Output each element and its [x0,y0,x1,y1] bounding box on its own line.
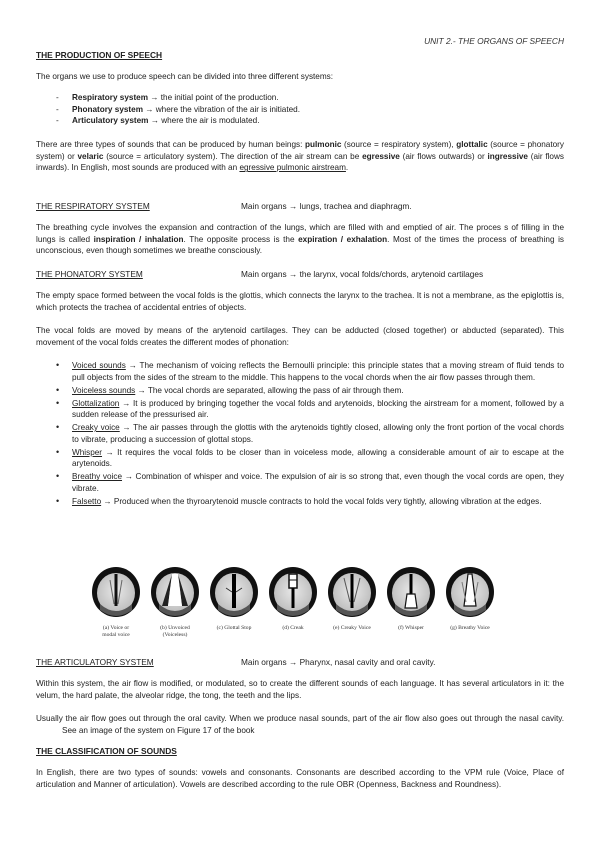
respiratory-paragraph: The breathing cycle involves the expansion and contraction of the lungs, which are filled with and emptied of air. The proces s of filling in the lungs is called inspiration / inhalation. The opposite process is the expiration / exhalation. Most of the times the process of breathing is unconscious, even though sometimes we breathe consciously. [36,223,565,256]
glottis-diagram-glottal-stop [210,567,258,617]
glottis-diagram-creak [269,567,317,617]
classification-paragraph: In English, there are two types of sounds: vowels and consonants. Consonants are described according to the VPM rule (Voice, Place of articulation and Manner of articulation). Vowels are described according to the rule OBR (Openness, Backness and Roundness). [36,768,564,789]
phonation-modes-list [36,360,564,509]
figure-caption-f: (f) Whisper [398,625,424,631]
respiratory-heading: THE RESPIRATORY SYSTEM [36,201,150,211]
list-item: • Voiced sounds → The mechanism of voicing reflects the Bernoulli principle: this principle states that a moving stream of fluid tends to pull objects from the sides of the stream to the middle. This happens to the vocal chords when the air flow passes through them. [36,360,564,383]
figure-caption-a-2: modal voice [102,632,130,638]
glottis-diagram-voiceless [151,567,199,617]
list-item: - Articulatory system → where the air is modulated. [36,115,564,127]
figure-caption-b: (b) Unvoiced [160,625,190,631]
figure-caption-e: (e) Creaky Voice [333,625,371,631]
phonatory-heading: THE PHONATORY SYSTEM [36,269,143,279]
glottis-diagram-breathy-voice [446,567,494,617]
figure-caption-g: (g) Breathy Voice [450,625,490,631]
list-item: • Creaky voice → The air passes through the glottis with the arytenoids tightly closed, allowing only the front portion of the vocal chords to vibrate, producing a succession of glottal stops. [36,422,564,445]
figure-caption-d: (d) Creak [282,625,304,631]
glottis-diagram-whisper [387,567,435,617]
list-item: - Phonatory system → where the vibration of the air is initiated. [36,104,564,116]
phonatory-organs: Main organs → the larynx, vocal folds/chords, arytenoid cartilages [241,269,484,279]
glottis-diagram-voice [92,567,140,617]
list-item: • Voiceless sounds → The vocal chords are separated, allowing the pass of air through them. [36,385,564,397]
list-item: - Respiratory system → the initial point of the production. [36,92,564,104]
sound-types-paragraph: There are three types of sounds that can be produced by human beings: pulmonic (source = respiratory system), glottalic (source = phonatory system) or velaric (source = articulatory system). The direction of the air stream can be egressive (air flows outwards) or ingressive (air flows inwards). In English, most sounds are produced with an egressive pulmonic airstream. [36,140,565,173]
production-heading: THE PRODUCTION OF SPEECH [36,50,163,60]
glottis-diagram-creaky-voice [328,567,376,617]
phonatory-paragraph-1: The empty space formed between the vocal folds is the glottis, which connects the larynx to the trachea. It is not a membrane, as the epiglottis is, which protects the trachea of accidental entries of objects. [36,291,564,312]
page-header: UNIT 2.- THE ORGANS OF SPEECH [424,36,564,46]
phonatory-paragraph-2: The vocal folds are moved by means of the arytenoid cartilages. They can be adducted (closed together) or abducted (separated). This movement of the vocal folds creates the different modes of phonation: [36,326,564,347]
list-item: • Falsetto → Produced when the thyroarytenoid muscle contracts to hold the vocal folds very tightly, allowing vibration at the edges. [36,496,564,508]
figure-caption-a: (a) Voice or [102,625,130,631]
systems-list [36,92,564,127]
articulatory-paragraph-1: Within this system, the air flow is modified, or modulated, so to create the different sounds of each language. It has several articulators in it: the velum, the hard palate, the alveolar ridge, the tong, the teeth and the lips. [36,679,564,700]
articulatory-paragraph-2: Usually the air flow goes out through the oral cavity. When we produce nasal sounds, part of the air flow also goes out through the nasal cavity.See an image of the system on Figure 17 of the book [36,714,564,735]
figure-caption-c: (c) Glottal Stop [216,625,252,631]
list-item: • Whisper → It requires the vocal folds to be closer than in voiceless mode, allowing a considerable amount of air to escape at the arytenoids. [36,447,564,470]
articulatory-heading: THE ARTICULATORY SYSTEM [36,657,154,667]
articulatory-organs: Main organs → Pharynx, nasal cavity and oral cavity. [241,657,436,667]
list-item: • Breathy voice → Combination of whisper and voice. The expulsion of air is so strong that, even though the vocal cords are open, they vibrate. [36,471,564,494]
classification-heading: THE CLASSIFICATION OF SOUNDS [36,746,177,756]
list-item: • Glottalization → It is produced by bringing together the vocal folds and arytenoids, blocking the airstream for a moment, followed by a sudden release of the pressurised air. [36,398,564,421]
phonation-modes-figure [86,566,506,642]
production-intro: The organs we use to produce speech can be divided into three different systems: [36,72,334,81]
respiratory-organs: Main organs → lungs, trachea and diaphragm. [241,201,412,211]
figure-caption-b-2: (Voiceless) [162,632,188,638]
